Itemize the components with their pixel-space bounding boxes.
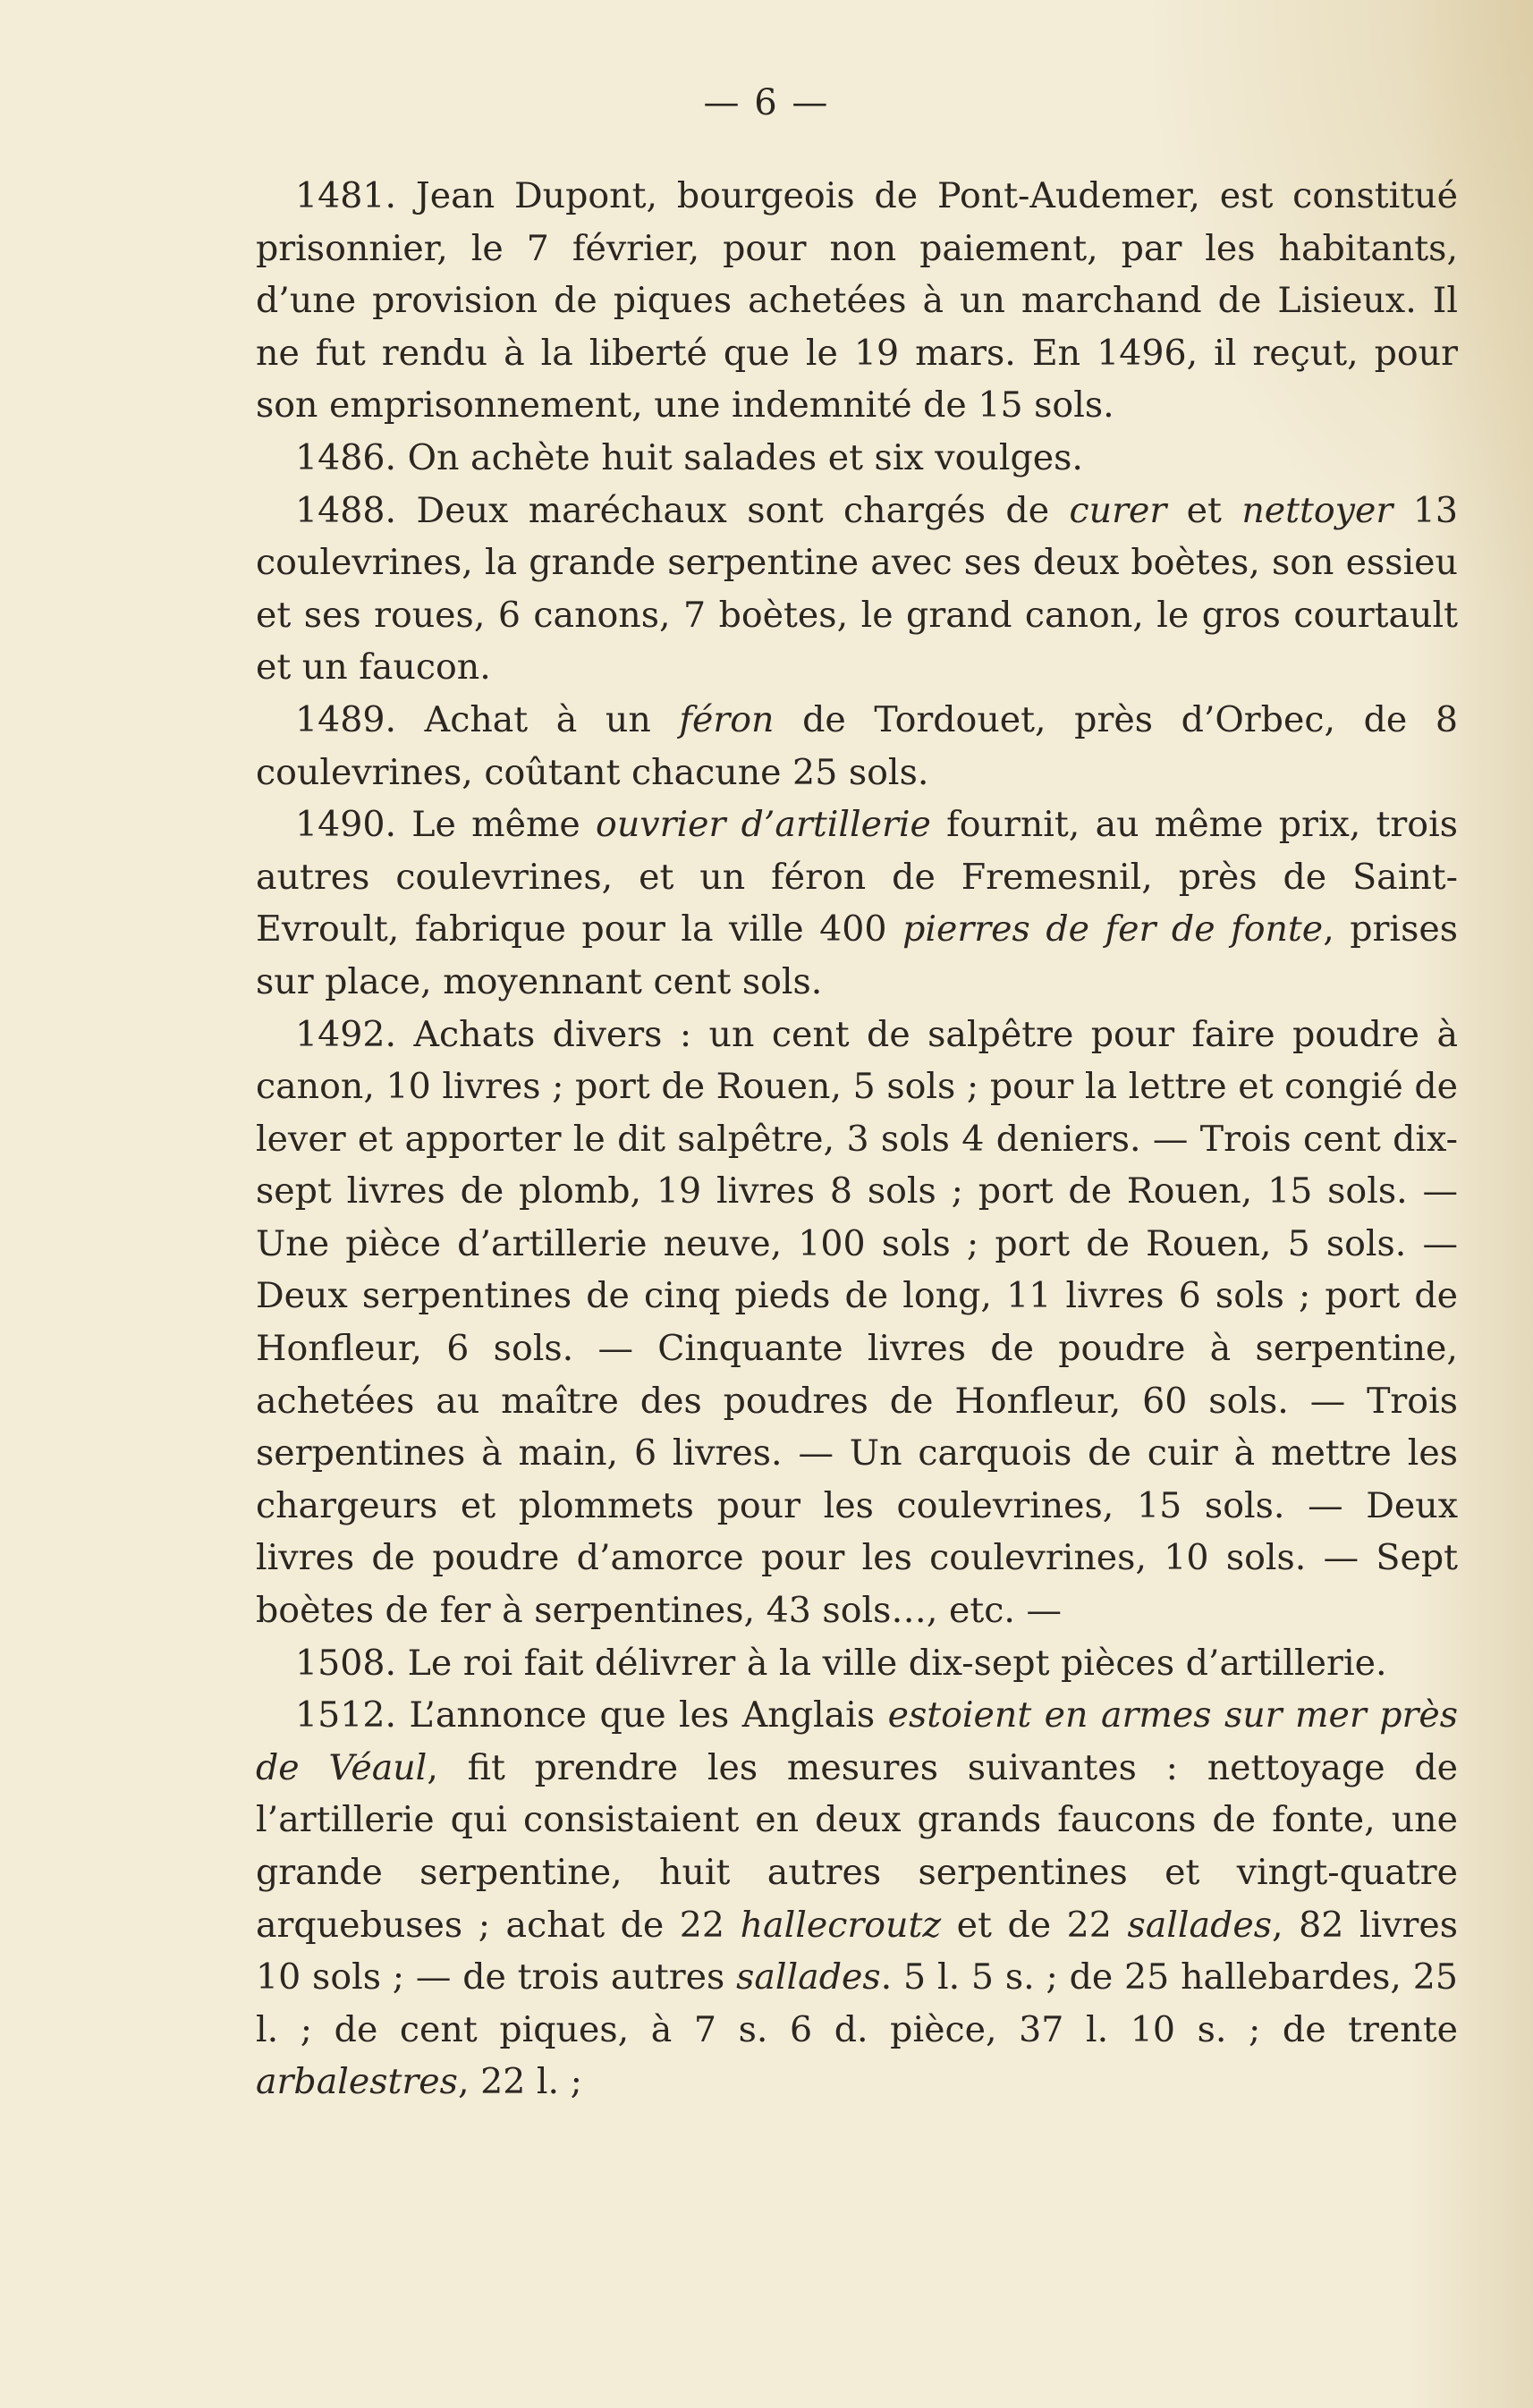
italic-phrase: sallades [1127, 1904, 1273, 1946]
italic-phrase: sallades [736, 1956, 881, 1998]
paragraph [256, 694, 1458, 798]
paragraph [256, 798, 1458, 1008]
text-run: , 22 l. ; [457, 2061, 582, 2103]
paragraph [256, 1689, 1458, 2108]
text-run: 1489. Achat à un [295, 698, 680, 740]
paragraph [256, 170, 1458, 432]
text-run: et de 22 [941, 1904, 1128, 1946]
italic-phrase: ouvrier d’artillerie [596, 804, 931, 846]
italic-phrase: curer [1069, 489, 1167, 531]
text-run: de Tordouet, près d’Orbec, de 8 coulevrines, coûtant chacune 25 sols. [256, 698, 1458, 793]
paragraph [256, 432, 1458, 485]
text-run: 1481. Jean Dupont, bourgeois de Pont-Audemer, est constitué prisonnier, le 7 février, pour non paiement, par les habitants, d’une provision de piques achetées à un marchand de Lisieux. Il ne fut rendu à la liberté que le 19 mars. En 1496, il reçut, pour son emprisonnement, une indemnité de 15 sols. [256, 175, 1458, 427]
text-run: , 82 livres 10 sols ; — de trois autres [256, 1904, 1458, 1998]
paragraph [256, 485, 1458, 694]
text-run: 1512. L’annonce que les Anglais [295, 1694, 888, 1736]
text-run: fournit, au même prix, trois autres coulevrines, et un féron de Fremesnil, près de Saint-Evroult, fabrique pour la ville 400 [256, 804, 1458, 951]
italic-phrase: arbalestres [256, 2061, 458, 2103]
italic-phrase: féron [679, 698, 775, 740]
paragraph [256, 1637, 1458, 1690]
text-run: et [1166, 489, 1242, 531]
text-run: , fit prendre les mesures suivantes : nettoyage de l’artillerie qui consistaient en deux grands faucons de fonte, une grande serpentine, huit autres serpentines et vingt-quatre arquebuses ; achat de 22 [256, 1746, 1458, 1946]
italic-phrase: nettoyer [1241, 489, 1393, 531]
text-run: 1508. Le roi fait délivrer à la ville dix-sept pièces d’artillerie. [295, 1642, 1387, 1684]
text-run: 1486. On achète huit salades et six voulges. [295, 436, 1083, 478]
body-text [256, 170, 1458, 2108]
text-run: , prises sur place, moyennant cent sols. [256, 908, 1458, 1002]
italic-phrase: estoient en armes sur mer près de Véaul [256, 1694, 1459, 1788]
italic-phrase: hallecroutz [740, 1904, 942, 1946]
text-run: 1488. Deux maréchaux sont chargés de [295, 489, 1070, 531]
italic-phrase: pierres de fer de fonte [902, 908, 1324, 951]
text-run: . 5 l. 5 s. ; de 25 hallebardes, 25 l. ; de cent piques, à 7 s. 6 d. pièce, 37 l. 10 s. ; de trente [256, 1956, 1458, 2050]
text-run: 13 coulevrines, la grande serpentine avec ses deux boètes, son essieu et ses roues, 6 canons, 7 boètes, le grand canon, le gros courtault et un faucon. [256, 489, 1458, 689]
paragraph [256, 1009, 1458, 1637]
text-run: 1492. Achats divers : un cent de salpêtre pour faire poudre à canon, 10 livres ; port de Rouen, 5 sols ; pour la lettre et congié de lever et apporter le dit salpêtre, 3 sols 4 deniers. — Trois cent dix-sept livres de plomb, 19 livres 8 sols ; port de Rouen, 15 sols. — Une pièce d’artillerie neuve, 100 sols ; port de Rouen, 5 sols. — Deux serpentines de cinq pieds de long, 11 livres 6 sols ; port de Honfleur, 6 sols. — Cinquante livres de poudre à serpentine, achetées au maître des poudres de Honfleur, 60 sols. — Trois serpentines à main, 6 livres. — Un carquois de cuir à mettre les chargeurs et plommets pour les coulevrines, 15 sols. — Deux livres de poudre d’amorce pour les coulevrines, 10 sols. — Sept boètes de fer à serpentines, 43 sols…, etc. — [256, 1013, 1458, 1632]
page-number: — 6 — [703, 82, 830, 123]
text-run: 1490. Le même [295, 804, 597, 846]
